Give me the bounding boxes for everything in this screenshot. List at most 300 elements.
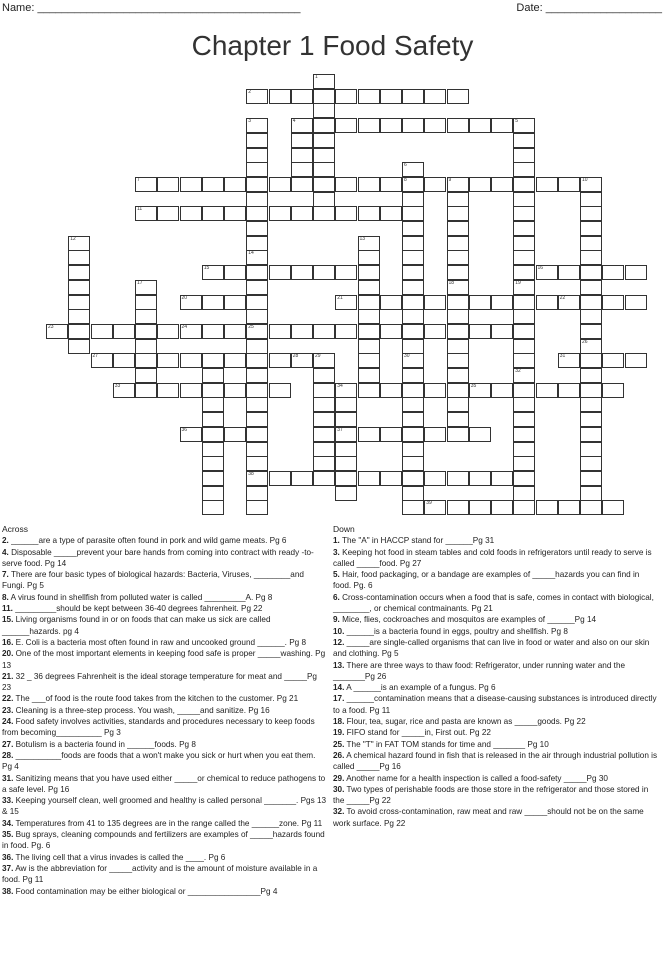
grid-cell[interactable]: [313, 177, 335, 192]
grid-cell[interactable]: [246, 206, 268, 221]
grid-cell[interactable]: [313, 265, 335, 280]
grid-cell[interactable]: [602, 500, 624, 515]
grid-cell[interactable]: [335, 456, 357, 471]
grid-cell[interactable]: [202, 383, 224, 398]
grid-cell[interactable]: [224, 427, 246, 442]
grid-cell[interactable]: [291, 89, 313, 104]
grid-cell[interactable]: [469, 500, 491, 515]
grid-cell[interactable]: [313, 397, 335, 412]
grid-cell[interactable]: [491, 500, 513, 515]
grid-cell[interactable]: [447, 295, 469, 310]
grid-cell[interactable]: [246, 133, 268, 148]
grid-cell[interactable]: [513, 309, 535, 324]
grid-cell[interactable]: [380, 324, 402, 339]
grid-cell[interactable]: [447, 236, 469, 251]
grid-cell[interactable]: [358, 295, 380, 310]
grid-cell[interactable]: [313, 471, 335, 486]
grid-cell[interactable]: [602, 295, 624, 310]
grid-cell[interactable]: [513, 280, 535, 295]
grid-cell[interactable]: [580, 309, 602, 324]
date-field[interactable]: Date: ___________________: [516, 2, 662, 14]
grid-cell[interactable]: [135, 280, 157, 295]
grid-cell[interactable]: [513, 148, 535, 163]
grid-cell[interactable]: [335, 412, 357, 427]
grid-cell[interactable]: [202, 295, 224, 310]
grid-cell[interactable]: [202, 177, 224, 192]
grid-cell[interactable]: [402, 486, 424, 501]
grid-cell[interactable]: [202, 427, 224, 442]
grid-cell[interactable]: [358, 89, 380, 104]
grid-cell[interactable]: [313, 383, 335, 398]
grid-cell[interactable]: [513, 412, 535, 427]
grid-cell[interactable]: [402, 250, 424, 265]
grid-cell[interactable]: [113, 324, 135, 339]
grid-cell[interactable]: [580, 206, 602, 221]
grid-cell[interactable]: [313, 103, 335, 118]
grid-cell[interactable]: [402, 324, 424, 339]
grid-cell[interactable]: [602, 353, 624, 368]
grid-cell[interactable]: [447, 412, 469, 427]
grid-cell[interactable]: [313, 118, 335, 133]
grid-cell[interactable]: [447, 206, 469, 221]
grid-cell[interactable]: [291, 118, 313, 133]
grid-cell[interactable]: [402, 500, 424, 515]
grid-cell[interactable]: [269, 89, 291, 104]
grid-cell[interactable]: [625, 353, 647, 368]
grid-cell[interactable]: [313, 456, 335, 471]
grid-cell[interactable]: [602, 265, 624, 280]
grid-cell[interactable]: [135, 383, 157, 398]
grid-cell[interactable]: [246, 412, 268, 427]
grid-cell[interactable]: [313, 162, 335, 177]
grid-cell[interactable]: [424, 427, 446, 442]
grid-cell[interactable]: [469, 324, 491, 339]
grid-cell[interactable]: [358, 383, 380, 398]
grid-cell[interactable]: [513, 471, 535, 486]
grid-cell[interactable]: [447, 427, 469, 442]
grid-cell[interactable]: [202, 265, 224, 280]
grid-cell[interactable]: [469, 295, 491, 310]
grid-cell[interactable]: [269, 471, 291, 486]
grid-cell[interactable]: [447, 309, 469, 324]
grid-cell[interactable]: [402, 456, 424, 471]
grid-cell[interactable]: [380, 118, 402, 133]
grid-cell[interactable]: [202, 456, 224, 471]
grid-cell[interactable]: [580, 250, 602, 265]
grid-cell[interactable]: [113, 383, 135, 398]
grid-cell[interactable]: [269, 324, 291, 339]
grid-cell[interactable]: [269, 353, 291, 368]
grid-cell[interactable]: [380, 427, 402, 442]
grid-cell[interactable]: [246, 148, 268, 163]
grid-cell[interactable]: [402, 265, 424, 280]
grid-cell[interactable]: [291, 148, 313, 163]
grid-cell[interactable]: [202, 324, 224, 339]
grid-cell[interactable]: [335, 324, 357, 339]
grid-cell[interactable]: [202, 206, 224, 221]
grid-cell[interactable]: [491, 324, 513, 339]
grid-cell[interactable]: [246, 471, 268, 486]
grid-cell[interactable]: [402, 89, 424, 104]
grid-cell[interactable]: [402, 353, 424, 368]
grid-cell[interactable]: [469, 118, 491, 133]
grid-cell[interactable]: [491, 383, 513, 398]
grid-cell[interactable]: [157, 177, 179, 192]
grid-cell[interactable]: [580, 412, 602, 427]
grid-cell[interactable]: [269, 206, 291, 221]
grid-cell[interactable]: [335, 265, 357, 280]
grid-cell[interactable]: [469, 471, 491, 486]
grid-cell[interactable]: [135, 368, 157, 383]
grid-cell[interactable]: [246, 353, 268, 368]
grid-cell[interactable]: [513, 397, 535, 412]
grid-cell[interactable]: [380, 471, 402, 486]
grid-cell[interactable]: [513, 118, 535, 133]
grid-cell[interactable]: [135, 353, 157, 368]
grid-cell[interactable]: [447, 221, 469, 236]
grid-cell[interactable]: [513, 162, 535, 177]
grid-cell[interactable]: [513, 192, 535, 207]
grid-cell[interactable]: [402, 162, 424, 177]
grid-cell[interactable]: [68, 295, 90, 310]
grid-cell[interactable]: [424, 471, 446, 486]
grid-cell[interactable]: [558, 177, 580, 192]
grid-cell[interactable]: [580, 324, 602, 339]
grid-cell[interactable]: [313, 192, 335, 207]
grid-cell[interactable]: [335, 471, 357, 486]
grid-cell[interactable]: [402, 368, 424, 383]
grid-cell[interactable]: [246, 118, 268, 133]
grid-cell[interactable]: [558, 295, 580, 310]
grid-cell[interactable]: [246, 324, 268, 339]
grid-cell[interactable]: [202, 442, 224, 457]
grid-cell[interactable]: [135, 206, 157, 221]
grid-cell[interactable]: [402, 427, 424, 442]
grid-cell[interactable]: [580, 442, 602, 457]
grid-cell[interactable]: [313, 206, 335, 221]
grid-cell[interactable]: [224, 353, 246, 368]
grid-cell[interactable]: [536, 383, 558, 398]
grid-cell[interactable]: [335, 118, 357, 133]
grid-cell[interactable]: [246, 500, 268, 515]
grid-cell[interactable]: [358, 339, 380, 354]
grid-cell[interactable]: [402, 412, 424, 427]
grid-cell[interactable]: [513, 427, 535, 442]
grid-cell[interactable]: [269, 383, 291, 398]
grid-cell[interactable]: [513, 368, 535, 383]
grid-cell[interactable]: [402, 442, 424, 457]
grid-cell[interactable]: [246, 397, 268, 412]
grid-cell[interactable]: [358, 324, 380, 339]
grid-cell[interactable]: [580, 265, 602, 280]
grid-cell[interactable]: [313, 324, 335, 339]
grid-cell[interactable]: [246, 192, 268, 207]
grid-cell[interactable]: [246, 339, 268, 354]
grid-cell[interactable]: [580, 280, 602, 295]
grid-cell[interactable]: [135, 295, 157, 310]
grid-cell[interactable]: [447, 500, 469, 515]
grid-cell[interactable]: [358, 471, 380, 486]
grid-cell[interactable]: [202, 353, 224, 368]
grid-cell[interactable]: [402, 192, 424, 207]
grid-cell[interactable]: [291, 353, 313, 368]
grid-cell[interactable]: [135, 324, 157, 339]
grid-cell[interactable]: [291, 206, 313, 221]
grid-cell[interactable]: [447, 339, 469, 354]
grid-cell[interactable]: [202, 500, 224, 515]
grid-cell[interactable]: [402, 295, 424, 310]
grid-cell[interactable]: [358, 118, 380, 133]
grid-cell[interactable]: [68, 309, 90, 324]
grid-cell[interactable]: [335, 486, 357, 501]
grid-cell[interactable]: [447, 368, 469, 383]
grid-cell[interactable]: [447, 265, 469, 280]
grid-cell[interactable]: [513, 265, 535, 280]
grid-cell[interactable]: [447, 250, 469, 265]
grid-cell[interactable]: [424, 383, 446, 398]
grid-cell[interactable]: [246, 442, 268, 457]
grid-cell[interactable]: [335, 89, 357, 104]
grid-cell[interactable]: [380, 206, 402, 221]
grid-cell[interactable]: [491, 295, 513, 310]
grid-cell[interactable]: [202, 397, 224, 412]
grid-cell[interactable]: [202, 471, 224, 486]
grid-cell[interactable]: [424, 177, 446, 192]
grid-cell[interactable]: [558, 353, 580, 368]
grid-cell[interactable]: [335, 397, 357, 412]
grid-cell[interactable]: [402, 236, 424, 251]
grid-cell[interactable]: [246, 309, 268, 324]
grid-cell[interactable]: [358, 309, 380, 324]
grid-cell[interactable]: [358, 206, 380, 221]
grid-cell[interactable]: [335, 295, 357, 310]
grid-cell[interactable]: [335, 383, 357, 398]
grid-cell[interactable]: [580, 192, 602, 207]
grid-cell[interactable]: [580, 427, 602, 442]
grid-cell[interactable]: [513, 456, 535, 471]
grid-cell[interactable]: [447, 324, 469, 339]
grid-cell[interactable]: [424, 324, 446, 339]
grid-cell[interactable]: [513, 221, 535, 236]
grid-cell[interactable]: [513, 339, 535, 354]
grid-cell[interactable]: [447, 192, 469, 207]
grid-cell[interactable]: [491, 177, 513, 192]
grid-cell[interactable]: [424, 89, 446, 104]
grid-cell[interactable]: [180, 427, 202, 442]
grid-cell[interactable]: [68, 265, 90, 280]
grid-cell[interactable]: [68, 324, 90, 339]
grid-cell[interactable]: [580, 177, 602, 192]
grid-cell[interactable]: [580, 353, 602, 368]
grid-cell[interactable]: [291, 133, 313, 148]
grid-cell[interactable]: [536, 265, 558, 280]
grid-cell[interactable]: [447, 353, 469, 368]
grid-cell[interactable]: [402, 397, 424, 412]
grid-cell[interactable]: [157, 324, 179, 339]
grid-cell[interactable]: [246, 177, 268, 192]
grid-cell[interactable]: [513, 324, 535, 339]
grid-cell[interactable]: [536, 177, 558, 192]
grid-cell[interactable]: [246, 162, 268, 177]
grid-cell[interactable]: [313, 368, 335, 383]
grid-cell[interactable]: [580, 471, 602, 486]
grid-cell[interactable]: [246, 427, 268, 442]
grid-cell[interactable]: [491, 118, 513, 133]
grid-cell[interactable]: [135, 309, 157, 324]
grid-cell[interactable]: [335, 206, 357, 221]
grid-cell[interactable]: [135, 339, 157, 354]
grid-cell[interactable]: [246, 295, 268, 310]
grid-cell[interactable]: [469, 427, 491, 442]
grid-cell[interactable]: [513, 442, 535, 457]
grid-cell[interactable]: [424, 500, 446, 515]
grid-cell[interactable]: [580, 397, 602, 412]
grid-cell[interactable]: [313, 74, 335, 89]
grid-cell[interactable]: [68, 280, 90, 295]
grid-cell[interactable]: [402, 118, 424, 133]
grid-cell[interactable]: [46, 324, 68, 339]
grid-cell[interactable]: [424, 118, 446, 133]
grid-cell[interactable]: [469, 177, 491, 192]
grid-cell[interactable]: [380, 177, 402, 192]
grid-cell[interactable]: [269, 265, 291, 280]
grid-cell[interactable]: [246, 250, 268, 265]
grid-cell[interactable]: [358, 250, 380, 265]
grid-cell[interactable]: [246, 383, 268, 398]
grid-cell[interactable]: [224, 295, 246, 310]
grid-cell[interactable]: [313, 133, 335, 148]
grid-cell[interactable]: [313, 412, 335, 427]
grid-cell[interactable]: [447, 177, 469, 192]
grid-cell[interactable]: [246, 236, 268, 251]
grid-cell[interactable]: [157, 353, 179, 368]
grid-cell[interactable]: [402, 309, 424, 324]
grid-cell[interactable]: [291, 162, 313, 177]
grid-cell[interactable]: [358, 353, 380, 368]
grid-cell[interactable]: [358, 280, 380, 295]
grid-cell[interactable]: [246, 89, 268, 104]
grid-cell[interactable]: [358, 427, 380, 442]
grid-cell[interactable]: [580, 339, 602, 354]
grid-cell[interactable]: [447, 471, 469, 486]
grid-cell[interactable]: [402, 339, 424, 354]
grid-cell[interactable]: [180, 295, 202, 310]
grid-cell[interactable]: [513, 353, 535, 368]
grid-cell[interactable]: [202, 412, 224, 427]
grid-cell[interactable]: [491, 471, 513, 486]
grid-cell[interactable]: [358, 236, 380, 251]
grid-cell[interactable]: [313, 353, 335, 368]
grid-cell[interactable]: [580, 486, 602, 501]
grid-cell[interactable]: [447, 118, 469, 133]
grid-cell[interactable]: [358, 368, 380, 383]
grid-cell[interactable]: [402, 471, 424, 486]
grid-cell[interactable]: [269, 177, 291, 192]
grid-cell[interactable]: [580, 500, 602, 515]
grid-cell[interactable]: [513, 236, 535, 251]
grid-cell[interactable]: [513, 500, 535, 515]
grid-cell[interactable]: [513, 250, 535, 265]
grid-cell[interactable]: [513, 295, 535, 310]
grid-cell[interactable]: [380, 295, 402, 310]
grid-cell[interactable]: [291, 324, 313, 339]
grid-cell[interactable]: [380, 89, 402, 104]
grid-cell[interactable]: [113, 353, 135, 368]
grid-cell[interactable]: [291, 471, 313, 486]
grid-cell[interactable]: [558, 383, 580, 398]
grid-cell[interactable]: [135, 177, 157, 192]
grid-cell[interactable]: [513, 383, 535, 398]
grid-cell[interactable]: [246, 456, 268, 471]
grid-cell[interactable]: [180, 324, 202, 339]
grid-cell[interactable]: [313, 89, 335, 104]
grid-cell[interactable]: [625, 265, 647, 280]
grid-cell[interactable]: [91, 324, 113, 339]
grid-cell[interactable]: [157, 383, 179, 398]
grid-cell[interactable]: [313, 148, 335, 163]
grid-cell[interactable]: [224, 324, 246, 339]
grid-cell[interactable]: [91, 353, 113, 368]
grid-cell[interactable]: [447, 397, 469, 412]
grid-cell[interactable]: [291, 177, 313, 192]
grid-cell[interactable]: [380, 383, 402, 398]
grid-cell[interactable]: [224, 265, 246, 280]
grid-cell[interactable]: [536, 500, 558, 515]
grid-cell[interactable]: [246, 368, 268, 383]
grid-cell[interactable]: [313, 442, 335, 457]
grid-cell[interactable]: [246, 265, 268, 280]
grid-cell[interactable]: [580, 295, 602, 310]
grid-cell[interactable]: [402, 177, 424, 192]
grid-cell[interactable]: [224, 206, 246, 221]
grid-cell[interactable]: [580, 456, 602, 471]
grid-cell[interactable]: [580, 221, 602, 236]
grid-cell[interactable]: [202, 486, 224, 501]
grid-cell[interactable]: [180, 206, 202, 221]
grid-cell[interactable]: [602, 383, 624, 398]
grid-cell[interactable]: [447, 383, 469, 398]
grid-cell[interactable]: [157, 206, 179, 221]
grid-cell[interactable]: [202, 368, 224, 383]
grid-cell[interactable]: [625, 295, 647, 310]
grid-cell[interactable]: [246, 280, 268, 295]
grid-cell[interactable]: [335, 442, 357, 457]
grid-cell[interactable]: [224, 177, 246, 192]
grid-cell[interactable]: [68, 236, 90, 251]
grid-cell[interactable]: [358, 265, 380, 280]
grid-cell[interactable]: [402, 280, 424, 295]
grid-cell[interactable]: [580, 236, 602, 251]
grid-cell[interactable]: [402, 221, 424, 236]
grid-cell[interactable]: [424, 295, 446, 310]
grid-cell[interactable]: [180, 383, 202, 398]
grid-cell[interactable]: [402, 206, 424, 221]
grid-cell[interactable]: [580, 368, 602, 383]
grid-cell[interactable]: [447, 280, 469, 295]
name-field[interactable]: Name: ___________________________________________: [2, 2, 301, 14]
grid-cell[interactable]: [513, 486, 535, 501]
grid-cell[interactable]: [180, 353, 202, 368]
grid-cell[interactable]: [246, 486, 268, 501]
grid-cell[interactable]: [402, 383, 424, 398]
grid-cell[interactable]: [513, 133, 535, 148]
grid-cell[interactable]: [335, 177, 357, 192]
grid-cell[interactable]: [469, 383, 491, 398]
grid-cell[interactable]: [358, 177, 380, 192]
grid-cell[interactable]: [558, 500, 580, 515]
grid-cell[interactable]: [246, 221, 268, 236]
grid-cell[interactable]: [536, 295, 558, 310]
